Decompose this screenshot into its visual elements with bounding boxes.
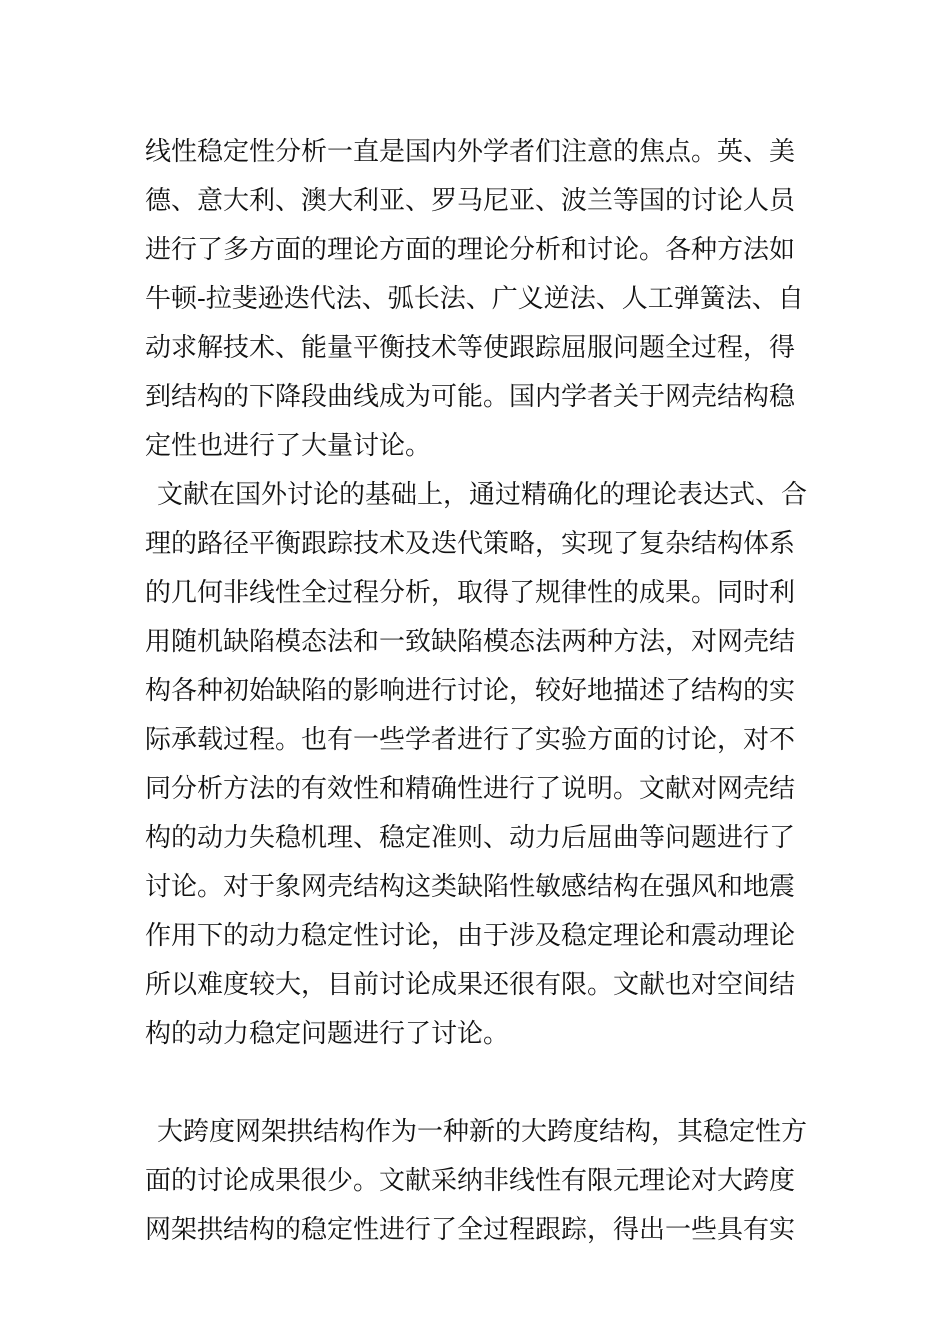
text-line: 到结构的下降段曲线成为可能。国内学者关于网壳结构稳: [145, 382, 796, 412]
text-line: 进行了多方面的理论方面的理论分析和讨论。各种方法如: [145, 235, 796, 265]
text-line: 德、意大利、澳大利亚、罗马尼亚、波兰等国的讨论人员: [145, 186, 796, 216]
paragraph-first-line: 文献在国外讨论的基础上，通过精确化的理论表达式、合: [157, 480, 808, 510]
text-line: 讨论。对于象网壳结构这类缺陷性敏感结构在强风和地震: [145, 872, 796, 902]
text-line: [145, 1059, 815, 1108]
text-line: 的几何非线性全过程分析，取得了规律性的成果。同时利: [145, 578, 796, 608]
text-line: 用随机缺陷模态法和一致缺陷模态法两种方法，对网壳结: [145, 627, 796, 657]
text-line: 动求解技术、能量平衡技术等使跟踪屈服问题全过程，得: [145, 333, 796, 363]
text-line: 同分析方法的有效性和精确性进行了说明。文献对网壳结: [145, 774, 796, 804]
text-line: 际承载过程。也有一些学者进行了实验方面的讨论，对不: [145, 725, 796, 755]
body-text: [145, 128, 815, 1255]
text-line: 构的动力失稳机理、稳定准则、动力后屈曲等问题进行了: [145, 823, 796, 853]
text-line: 构的动力稳定问题进行了讨论。: [145, 1019, 510, 1049]
text-line: 面的讨论成果很少。文献采纳非线性有限元理论对大跨度: [145, 1166, 796, 1196]
text-line: 线性稳定性分析一直是国内外学者们注意的焦点。英、美: [145, 137, 796, 167]
text-line: 理的路径平衡跟踪技术及迭代策略，实现了复杂结构体系: [145, 529, 796, 559]
text-line: 构各种初始缺陷的影响进行讨论，较好地描述了结构的实: [145, 676, 796, 706]
text-line: 所以难度较大，目前讨论成果还很有限。文献也对空间结: [145, 970, 796, 1000]
text-line: 定性也进行了大量讨论。: [145, 431, 432, 461]
text-line: 牛顿-拉斐逊迭代法、弧长法、广义逆法、人工弹簧法、自: [145, 284, 804, 314]
text-line: 网架拱结构的稳定性进行了全过程跟踪，得出一些具有实: [145, 1215, 796, 1245]
text-line: 作用下的动力稳定性讨论，由于涉及稳定理论和震动理论: [145, 921, 796, 951]
paragraph-first-line: 大跨度网架拱结构作为一种新的大跨度结构，其稳定性方: [157, 1117, 808, 1147]
